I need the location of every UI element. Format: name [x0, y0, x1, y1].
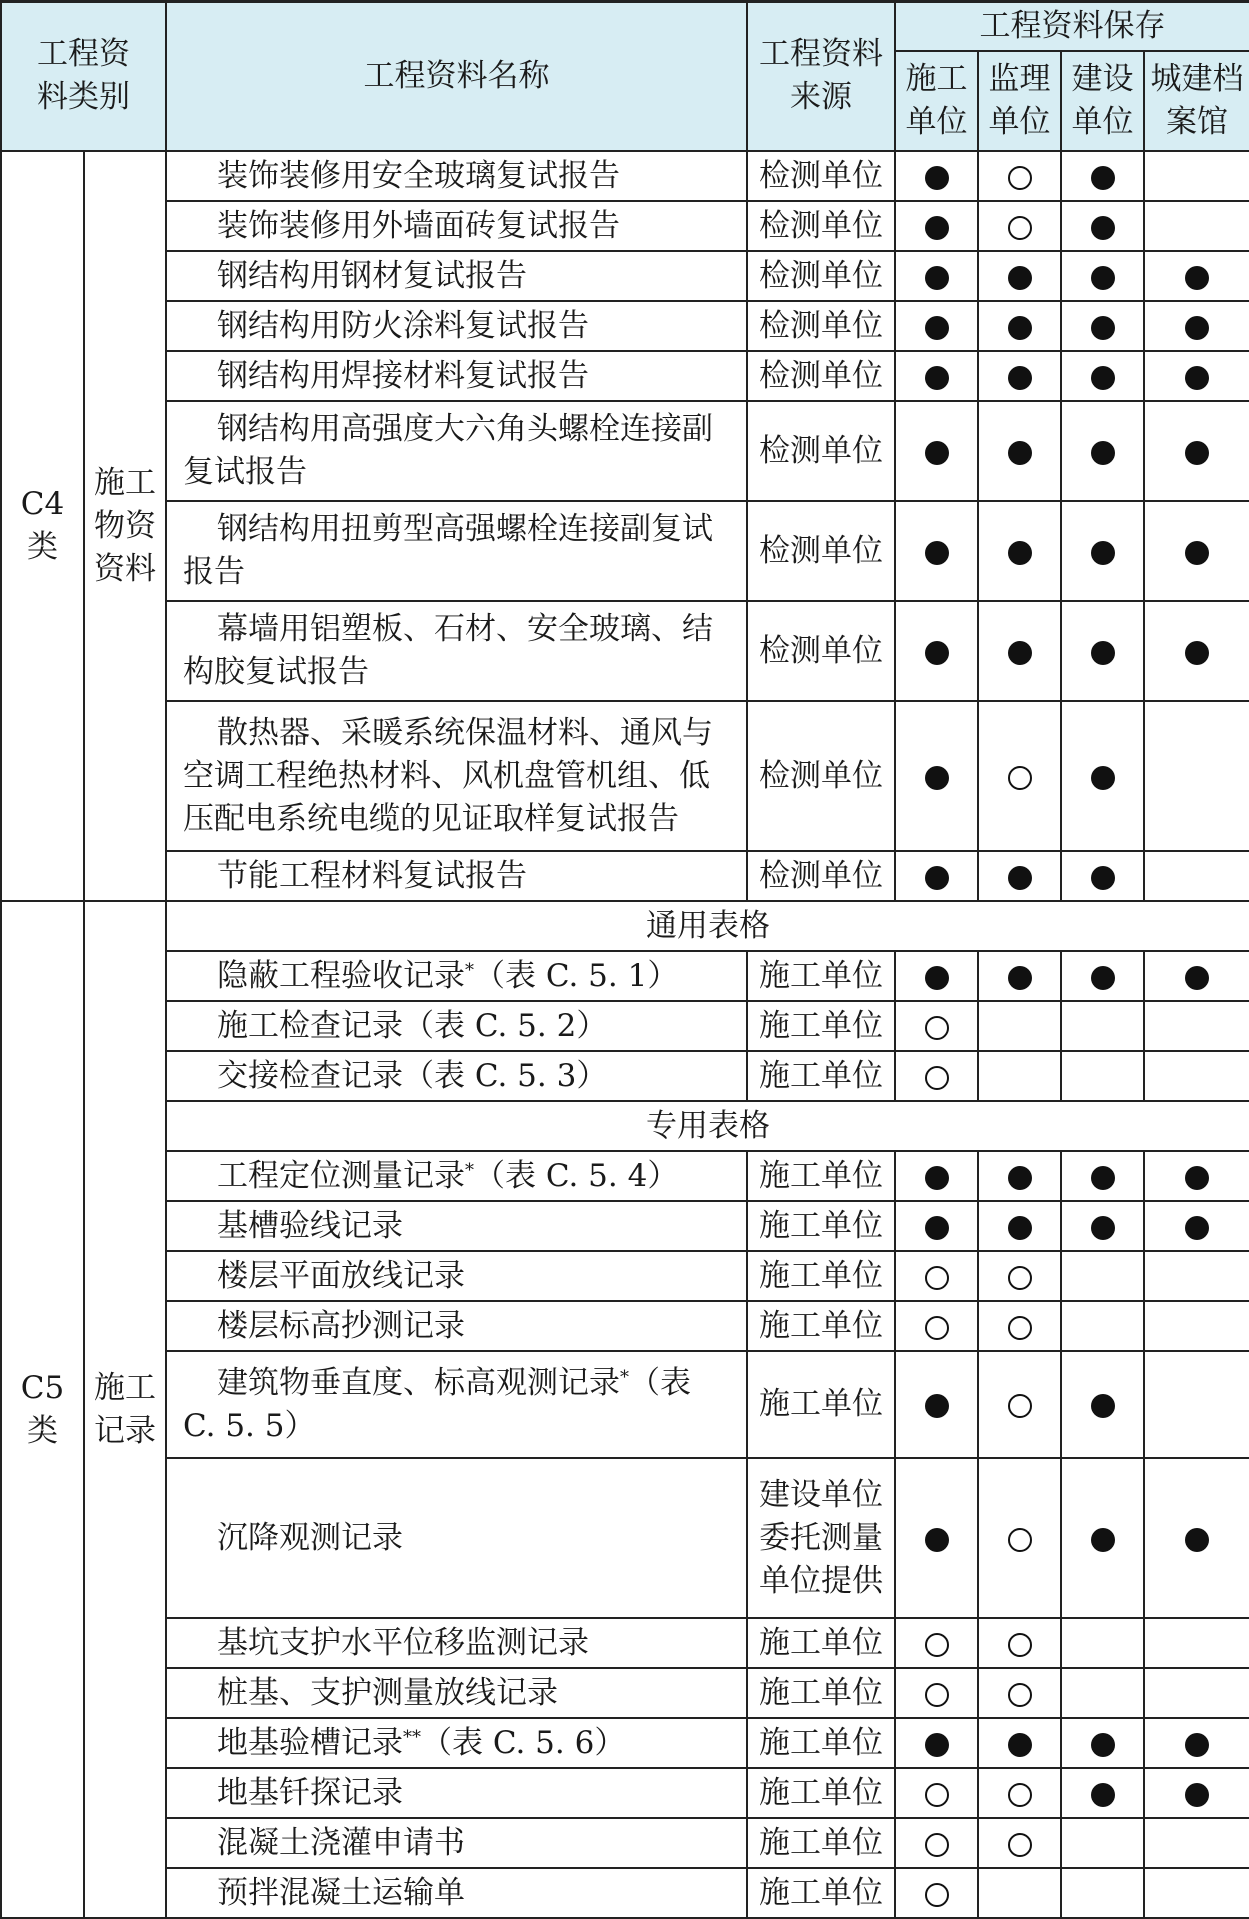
record-source: 检测单位: [747, 351, 895, 401]
hollow-circle-icon: [925, 1316, 949, 1340]
header-storage-col: 城建档案馆: [1144, 51, 1249, 151]
header-storage: 工程资料保存: [895, 1, 1249, 51]
table-row: [1, 1768, 1249, 1818]
record-name: 沉降观测记录: [166, 1458, 747, 1618]
storage-mark: [895, 1458, 978, 1618]
table-row: [1, 1351, 1249, 1458]
storage-mark: [1144, 501, 1249, 601]
filled-circle-icon: [1185, 1166, 1209, 1190]
filled-circle-icon: [925, 866, 949, 890]
filled-circle-icon: [1185, 1528, 1209, 1552]
record-source: 检测单位: [747, 851, 895, 901]
hollow-circle-icon: [1008, 766, 1032, 790]
storage-mark: [895, 1718, 978, 1768]
storage-mark: [1061, 1151, 1144, 1201]
filled-circle-icon: [1091, 1166, 1115, 1190]
record-name: 预拌混凝土运输单: [166, 1868, 747, 1918]
storage-mark: [978, 501, 1061, 601]
record-source: 检测单位: [747, 201, 895, 251]
filled-circle-icon: [925, 1528, 949, 1552]
table-row: [1, 1668, 1249, 1718]
filled-circle-icon: [1008, 316, 1032, 340]
record-source: 施工单位: [747, 1768, 895, 1818]
storage-mark: [1061, 201, 1144, 251]
hollow-circle-icon: [1008, 1683, 1032, 1707]
table-row: [1, 251, 1249, 301]
header-storage-col: 监理单位: [978, 51, 1061, 151]
storage-mark: [1061, 251, 1144, 301]
storage-mark: [895, 201, 978, 251]
filled-circle-icon: [925, 1394, 949, 1418]
record-name: 基坑支护水平位移监测记录: [166, 1618, 747, 1668]
filled-circle-icon: [1185, 441, 1209, 465]
storage-mark: [978, 1001, 1061, 1051]
storage-mark: [895, 601, 978, 701]
table-header: [1, 1, 1249, 151]
storage-mark: [1144, 851, 1249, 901]
hollow-circle-icon: [925, 1833, 949, 1857]
filled-circle-icon: [1185, 1733, 1209, 1757]
storage-mark: [1144, 1768, 1249, 1818]
filled-circle-icon: [925, 316, 949, 340]
record-source: 施工单位: [747, 1718, 895, 1768]
filled-circle-icon: [1008, 866, 1032, 890]
storage-mark: [1144, 1151, 1249, 1201]
storage-mark: [978, 351, 1061, 401]
record-source: 施工单位: [747, 1351, 895, 1458]
storage-mark: [1144, 1351, 1249, 1458]
table-row: [1, 151, 1249, 201]
storage-mark: [1144, 1868, 1249, 1918]
filled-circle-icon: [1008, 1733, 1032, 1757]
hollow-circle-icon: [1008, 1528, 1032, 1552]
record-name: 散热器、采暖系统保温材料、通风与空调工程绝热材料、风机盘管机组、低压配电系统电缆的见证取样复试报告: [166, 701, 747, 851]
filled-circle-icon: [1185, 641, 1209, 665]
top-rule: [0, 0, 1249, 3]
storage-mark: [978, 1301, 1061, 1351]
filled-circle-icon: [1091, 541, 1115, 565]
record-source: 施工单位: [747, 1668, 895, 1718]
record-name: 桩基、支护测量放线记录: [166, 1668, 747, 1718]
header-source: 工程资料来源: [747, 1, 895, 151]
filled-circle-icon: [1091, 641, 1115, 665]
storage-mark: [978, 1818, 1061, 1868]
table-row: [1, 501, 1249, 601]
storage-mark: [1061, 1818, 1144, 1868]
record-source: 施工单位: [747, 1868, 895, 1918]
table-row: [1, 951, 1249, 1001]
filled-circle-icon: [1091, 366, 1115, 390]
filled-circle-icon: [1091, 966, 1115, 990]
hollow-circle-icon: [1008, 1783, 1032, 1807]
storage-mark: [1144, 1301, 1249, 1351]
storage-mark: [1061, 1351, 1144, 1458]
record-source: 施工单位: [747, 1201, 895, 1251]
storage-mark: [895, 1301, 978, 1351]
hollow-circle-icon: [1008, 1394, 1032, 1418]
record-name: 地基验槽记录**（表 C. 5. 6）: [166, 1718, 747, 1768]
table-row: [1, 1818, 1249, 1868]
hollow-circle-icon: [925, 1683, 949, 1707]
storage-mark: [978, 1868, 1061, 1918]
record-name: 钢结构用扭剪型高强螺栓连接副复试报告: [166, 501, 747, 601]
storage-mark: [895, 401, 978, 501]
record-source: 施工单位: [747, 1301, 895, 1351]
section-title: 专用表格: [166, 1101, 1249, 1151]
table-row: [1, 1618, 1249, 1668]
storage-mark: [978, 1718, 1061, 1768]
record-name: 钢结构用高强度大六角头螺栓连接副复试报告: [166, 401, 747, 501]
storage-mark: [895, 851, 978, 901]
storage-mark: [1144, 351, 1249, 401]
record-name: 施工检查记录（表 C. 5. 2）: [166, 1001, 747, 1051]
storage-mark: [978, 1351, 1061, 1458]
filled-circle-icon: [1185, 1783, 1209, 1807]
hollow-circle-icon: [1008, 216, 1032, 240]
storage-mark: [1144, 1668, 1249, 1718]
storage-mark: [1061, 1768, 1144, 1818]
table-row: [1, 351, 1249, 401]
record-name: 交接检查记录（表 C. 5. 3）: [166, 1051, 747, 1101]
table-row: [1, 1301, 1249, 1351]
filled-circle-icon: [1008, 541, 1032, 565]
record-name: 钢结构用钢材复试报告: [166, 251, 747, 301]
table-body: [1, 151, 1249, 1918]
category-label: C5 类: [1, 901, 84, 1918]
storage-mark: [978, 251, 1061, 301]
storage-mark: [1144, 251, 1249, 301]
storage-mark: [978, 401, 1061, 501]
table-row: [1, 301, 1249, 351]
filled-circle-icon: [1091, 766, 1115, 790]
storage-mark: [1144, 1818, 1249, 1868]
storage-mark: [1144, 1001, 1249, 1051]
header-name: 工程资料名称: [166, 1, 747, 151]
record-source: 检测单位: [747, 401, 895, 501]
filled-circle-icon: [1185, 316, 1209, 340]
record-name: 钢结构用焊接材料复试报告: [166, 351, 747, 401]
storage-mark: [1144, 601, 1249, 701]
footnote-mark: *: [465, 1159, 474, 1181]
filled-circle-icon: [925, 266, 949, 290]
hollow-circle-icon: [1008, 1633, 1032, 1657]
storage-mark: [1144, 1458, 1249, 1618]
storage-mark: [895, 1868, 978, 1918]
filled-circle-icon: [1008, 441, 1032, 465]
filled-circle-icon: [925, 166, 949, 190]
filled-circle-icon: [1091, 266, 1115, 290]
filled-circle-icon: [1008, 641, 1032, 665]
filled-circle-icon: [925, 641, 949, 665]
record-source: 检测单位: [747, 701, 895, 851]
storage-mark: [895, 151, 978, 201]
record-name: 工程定位测量记录*（表 C. 5. 4）: [166, 1151, 747, 1201]
filled-circle-icon: [925, 541, 949, 565]
filled-circle-icon: [1185, 541, 1209, 565]
footnote-mark: *: [465, 959, 474, 981]
hollow-circle-icon: [1008, 1833, 1032, 1857]
storage-mark: [1144, 701, 1249, 851]
filled-circle-icon: [1185, 966, 1209, 990]
storage-mark: [978, 1251, 1061, 1301]
storage-mark: [1061, 1868, 1144, 1918]
storage-mark: [978, 1201, 1061, 1251]
storage-mark: [895, 1201, 978, 1251]
subcategory-label: 施工物资资料: [84, 151, 166, 901]
storage-mark: [1144, 1251, 1249, 1301]
storage-mark: [895, 701, 978, 851]
storage-mark: [895, 951, 978, 1001]
table-row: [1, 601, 1249, 701]
record-source: 检测单位: [747, 151, 895, 201]
storage-mark: [978, 1458, 1061, 1618]
filled-circle-icon: [925, 966, 949, 990]
hollow-circle-icon: [1008, 1316, 1032, 1340]
record-source: 施工单位: [747, 1818, 895, 1868]
record-name: 建筑物垂直度、标高观测记录*（表 C. 5. 5）: [166, 1351, 747, 1458]
storage-mark: [978, 1618, 1061, 1668]
storage-mark: [1144, 951, 1249, 1001]
storage-mark: [895, 1618, 978, 1668]
storage-mark: [895, 301, 978, 351]
storage-mark: [1144, 401, 1249, 501]
filled-circle-icon: [1091, 1783, 1115, 1807]
storage-mark: [1061, 1051, 1144, 1101]
hollow-circle-icon: [925, 1633, 949, 1657]
storage-mark: [1144, 1201, 1249, 1251]
filled-circle-icon: [1091, 1528, 1115, 1552]
record-name: 钢结构用防火涂料复试报告: [166, 301, 747, 351]
filled-circle-icon: [1008, 1216, 1032, 1240]
storage-mark: [978, 151, 1061, 201]
filled-circle-icon: [925, 1166, 949, 1190]
table-row: [1, 1001, 1249, 1051]
record-name: 基槽验线记录: [166, 1201, 747, 1251]
storage-mark: [1061, 401, 1144, 501]
hollow-circle-icon: [925, 1066, 949, 1090]
storage-mark: [1061, 501, 1144, 601]
storage-mark: [978, 1668, 1061, 1718]
hollow-circle-icon: [1008, 1266, 1032, 1290]
footnote-mark: **: [403, 1726, 421, 1748]
storage-mark: [978, 701, 1061, 851]
storage-mark: [1061, 1458, 1144, 1618]
record-source: 检测单位: [747, 301, 895, 351]
record-name: 节能工程材料复试报告: [166, 851, 747, 901]
storage-mark: [1061, 351, 1144, 401]
hollow-circle-icon: [925, 1783, 949, 1807]
footnote-mark: *: [620, 1366, 629, 1388]
section-row: [1, 1101, 1249, 1151]
storage-mark: [895, 1051, 978, 1101]
storage-mark: [978, 1768, 1061, 1818]
table-row: [1, 1251, 1249, 1301]
table-row: [1, 1458, 1249, 1618]
storage-mark: [1144, 1618, 1249, 1668]
filled-circle-icon: [1185, 1216, 1209, 1240]
storage-mark: [1061, 1301, 1144, 1351]
filled-circle-icon: [1091, 216, 1115, 240]
storage-mark: [895, 1001, 978, 1051]
table-row: [1, 1051, 1249, 1101]
filled-circle-icon: [925, 766, 949, 790]
record-source: 施工单位: [747, 1001, 895, 1051]
table-row: [1, 201, 1249, 251]
storage-mark: [1061, 151, 1144, 201]
storage-mark: [1144, 1718, 1249, 1768]
filled-circle-icon: [1008, 366, 1032, 390]
filled-circle-icon: [1091, 316, 1115, 340]
table-row: [1, 1201, 1249, 1251]
filled-circle-icon: [925, 216, 949, 240]
filled-circle-icon: [1091, 1394, 1115, 1418]
filled-circle-icon: [1091, 866, 1115, 890]
table-row: [1, 701, 1249, 851]
storage-mark: [978, 1051, 1061, 1101]
storage-mark: [1061, 1668, 1144, 1718]
storage-mark: [1061, 1251, 1144, 1301]
filled-circle-icon: [1008, 266, 1032, 290]
storage-mark: [1061, 301, 1144, 351]
record-name: 混凝土浇灌申请书: [166, 1818, 747, 1868]
storage-mark: [978, 201, 1061, 251]
header-storage-col: 建设单位: [1061, 51, 1144, 151]
category-label: C4 类: [1, 151, 84, 901]
storage-mark: [978, 301, 1061, 351]
storage-mark: [1061, 1001, 1144, 1051]
record-name: 装饰装修用外墙面砖复试报告: [166, 201, 747, 251]
storage-mark: [978, 1151, 1061, 1201]
storage-mark: [1144, 301, 1249, 351]
storage-mark: [895, 251, 978, 301]
storage-mark: [895, 1351, 978, 1458]
record-source: 施工单位: [747, 1151, 895, 1201]
storage-mark: [1061, 951, 1144, 1001]
filled-circle-icon: [1091, 441, 1115, 465]
storage-mark: [895, 1768, 978, 1818]
filled-circle-icon: [1091, 1216, 1115, 1240]
table-row: [1, 851, 1249, 901]
storage-mark: [1061, 851, 1144, 901]
header-category: 工程资料类别: [1, 1, 166, 151]
storage-mark: [1144, 201, 1249, 251]
filled-circle-icon: [1091, 1733, 1115, 1757]
hollow-circle-icon: [925, 1016, 949, 1040]
table-row: [1, 401, 1249, 501]
record-name: 地基钎探记录: [166, 1768, 747, 1818]
filled-circle-icon: [1008, 966, 1032, 990]
storage-mark: [895, 1151, 978, 1201]
filled-circle-icon: [925, 441, 949, 465]
filled-circle-icon: [925, 1216, 949, 1240]
record-name: 隐蔽工程验收记录*（表 C. 5. 1）: [166, 951, 747, 1001]
section-row: [1, 901, 1249, 951]
filled-circle-icon: [1185, 266, 1209, 290]
filled-circle-icon: [1008, 1166, 1032, 1190]
storage-mark: [1061, 1618, 1144, 1668]
storage-mark: [1144, 151, 1249, 201]
storage-mark: [895, 501, 978, 601]
storage-mark: [1061, 1718, 1144, 1768]
filled-circle-icon: [1185, 366, 1209, 390]
filled-circle-icon: [925, 366, 949, 390]
storage-mark: [978, 951, 1061, 1001]
storage-mark: [978, 601, 1061, 701]
storage-mark: [895, 351, 978, 401]
record-source: 施工单位: [747, 1251, 895, 1301]
storage-mark: [1061, 1201, 1144, 1251]
table-row: [1, 1718, 1249, 1768]
record-name: 幕墙用铝塑板、石材、安全玻璃、结构胶复试报告: [166, 601, 747, 701]
record-name: 楼层标高抄测记录: [166, 1301, 747, 1351]
record-name: 楼层平面放线记录: [166, 1251, 747, 1301]
storage-mark: [895, 1818, 978, 1868]
hollow-circle-icon: [1008, 166, 1032, 190]
section-title: 通用表格: [166, 901, 1249, 951]
record-source: 建设单位委托测量单位提供: [747, 1458, 895, 1618]
hollow-circle-icon: [925, 1883, 949, 1907]
subcategory-label: 施工记录: [84, 901, 166, 1918]
record-source: 检测单位: [747, 501, 895, 601]
record-source: 施工单位: [747, 1618, 895, 1668]
storage-mark: [895, 1668, 978, 1718]
record-source: 施工单位: [747, 1051, 895, 1101]
record-name: 装饰装修用安全玻璃复试报告: [166, 151, 747, 201]
storage-mark: [1144, 1051, 1249, 1101]
table-row: [1, 1868, 1249, 1918]
table-row: [1, 1151, 1249, 1201]
record-source: 检测单位: [747, 601, 895, 701]
hollow-circle-icon: [925, 1266, 949, 1290]
filled-circle-icon: [925, 1733, 949, 1757]
header-storage-col: 施工单位: [895, 51, 978, 151]
storage-mark: [978, 851, 1061, 901]
storage-mark: [895, 1251, 978, 1301]
record-source: 检测单位: [747, 251, 895, 301]
storage-mark: [1061, 701, 1144, 851]
storage-mark: [1061, 601, 1144, 701]
filled-circle-icon: [1091, 166, 1115, 190]
record-source: 施工单位: [747, 951, 895, 1001]
